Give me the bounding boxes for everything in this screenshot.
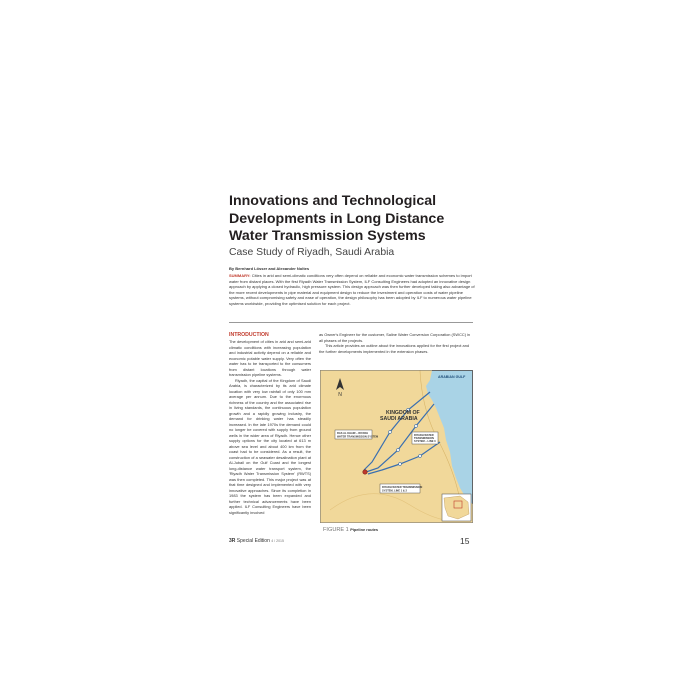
label-ras-2: WATER TRANSMISSION SYSTEM [337, 435, 379, 439]
summary-label: SUMMARY: [229, 273, 251, 278]
summary-text: Cities in arid and semi-climatic conditions very often depend on reliable and economic water transmission schemes to import water from distant places. With the first Riyadh Water Transmission System, ILF Consulting Engineers had adopted an innovative design approach by applying a closed hydraulic, high pressure system. This design approach was then further developed taking also advantage of the more recent developments in pipe material and equipment design to reduce the investment and operation costs of water pipeline systems, without compromising safety and ease of operation, the design philosophy has been adopted by ILF to numerous water pipeline systems worldwide, providing the optimised solution for each project. [229, 273, 475, 306]
station-marker [399, 463, 402, 466]
footer-brand-logo: 3R [229, 538, 236, 544]
riyadh-marker [363, 470, 367, 474]
footer-edition-sub: 4 / 2015 [271, 539, 284, 543]
figure-caption [323, 527, 473, 533]
article-summary [229, 273, 476, 307]
intro-paragraph-2: Riyadh, the capital of the Kingdom of Saudi Arabia, is characterized by its arid climate location with very low rainfall of only 100 mm average per annum. Due to the enormous richness of the country and the associated rise in living standards, the continuous population growth and a rapidly growing industry, the demand for drinking water has steadily increased. In the late 1970s the demand could no longer be covered with supply from ground wells in the wider area of Riyadh. Hence other supply options for the city located at 613 m above sea level and about 400 km from the coast had to be considered. As a result, the construction of a seawater desalination plant at Al-Jubail on the Gulf Coast and the longest long-distance water transport system, the 'Riyadh Water Transmission System' (RWTS) was then completed. This major project was at that time designed and implemented with very innovative approaches. Since its completion in 1983 the system has been expanded and further technical advancements have been applied. ILF Consulting Engineers have been significantly involved [229, 377, 311, 515]
intro-paragraph-4: This article provides an outline about the innovations applied for the first project and the further developments implemented in the extension phases. [319, 343, 470, 354]
label-line3-1: RIYADH WATER [414, 434, 434, 437]
figure-label: FIGURE 1 [323, 527, 349, 533]
article-title [229, 193, 529, 246]
label-kingdom-1: KINGDOM OF [386, 410, 420, 416]
station-marker [397, 449, 400, 452]
intro-heading: INTRODUCTION [229, 332, 269, 338]
label-rwts-1: RIYADH WATER TRANSMISSION [382, 486, 423, 489]
article-authors: By Bernhard Lösser and Alexander Noltes [229, 266, 310, 271]
intro-paragraph-3: as Owner's Engineer for the customer, Saline Water Conversion Corporation (SWCC) in all phases of the projects. [319, 332, 471, 343]
label-line3-3: SYSTEM – LINE 3 [414, 440, 436, 443]
section-divider [229, 322, 473, 323]
title-line-1: Innovations and Technological [229, 193, 437, 209]
footer-brand [229, 538, 284, 544]
title-line-2: Developments in Long Distance [229, 210, 445, 227]
label-arabian-gulf: ARABIAN GULF [438, 375, 466, 379]
intro-column-left [229, 339, 311, 515]
figure-caption-text: Pipeline routes [350, 527, 379, 532]
intro-paragraph-1: The development of cities in arid and semi-arid climatic conditions with increasing population and industrial activity depend on a reliable and economic potable water supply. Very often the water has to be transported to the consumers from distant locations through water transmission pipeline systems. [229, 339, 311, 377]
station-marker [419, 455, 422, 458]
north-label: N [338, 392, 342, 398]
pipeline-route-map [320, 370, 473, 523]
article-subtitle: Case Study of Riyadh, Saudi Arabia [229, 247, 395, 258]
title-line-3: Water Transmission Systems [229, 228, 426, 244]
intro-column-right [319, 332, 474, 354]
label-rwts-2: SYSTEM, LINE 1 & 2 [382, 489, 407, 493]
label-ras-1: RAS AL KHAIR – RIYADH [337, 432, 369, 435]
label-line3-2: TRANSMISSION [414, 437, 434, 440]
station-marker [415, 425, 418, 428]
footer-edition: Special Edition [236, 538, 270, 544]
page-number: 15 [460, 536, 470, 546]
station-marker [389, 431, 392, 434]
inset-map [442, 494, 471, 521]
label-kingdom-2: SAUDI ARABIA [380, 416, 418, 422]
